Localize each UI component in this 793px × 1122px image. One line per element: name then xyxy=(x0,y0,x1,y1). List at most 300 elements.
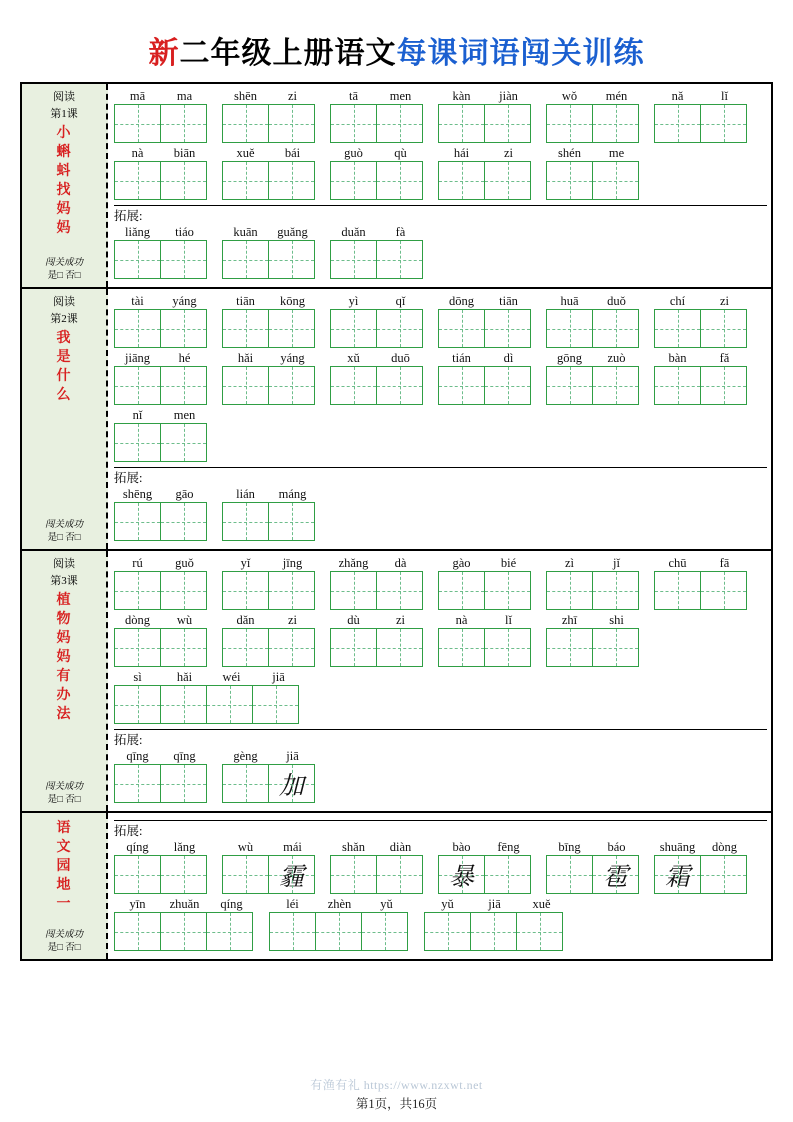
pinyin-syllable: duǒ xyxy=(607,294,626,308)
tianzige-cell[interactable] xyxy=(546,628,593,667)
pinyin-row xyxy=(438,88,532,104)
tianzige-char xyxy=(377,367,422,404)
tianzige-cell[interactable] xyxy=(546,161,593,200)
tianzige-row xyxy=(222,502,316,541)
pinyin-syllable: kàn xyxy=(452,89,471,103)
tianzige-row xyxy=(546,161,640,200)
tianzige-cell[interactable] xyxy=(546,571,593,610)
pinyin-syllable: zhèn xyxy=(327,897,352,911)
tianzige-cell[interactable] xyxy=(268,628,315,667)
tianzige-row xyxy=(222,855,316,894)
tianzige-cell[interactable] xyxy=(222,571,269,610)
tianzige-cell[interactable] xyxy=(438,366,485,405)
tianzige-char xyxy=(161,856,206,893)
pinyin-syllable: máng xyxy=(278,487,307,501)
tianzige-cell[interactable] xyxy=(376,571,423,610)
tianzige-cell[interactable] xyxy=(268,502,315,541)
tianzige-cell[interactable] xyxy=(592,628,639,667)
tianzige-char xyxy=(701,856,746,893)
tianzige-char xyxy=(439,367,484,404)
tianzige-char xyxy=(655,105,700,142)
tianzige-cell[interactable] xyxy=(160,685,207,724)
pinyin-syllable: guǎng xyxy=(277,225,308,239)
pinyin-syllable: hái xyxy=(453,146,470,160)
pinyin-syllable: mén xyxy=(605,89,628,103)
tianzige-char xyxy=(425,913,470,950)
tianzige-cell[interactable] xyxy=(206,912,253,951)
word-group xyxy=(546,839,640,894)
pinyin-syllable: qīng xyxy=(173,749,196,763)
tianzige-cell[interactable] xyxy=(376,161,423,200)
pinyin-row xyxy=(330,839,424,855)
pinyin-syllable: gèng xyxy=(233,749,258,763)
tianzige-char: 雹 xyxy=(602,863,628,891)
tianzige-row xyxy=(438,161,532,200)
lesson-words-area xyxy=(108,813,771,959)
tianzige-cell[interactable] xyxy=(114,685,161,724)
tianzige-cell[interactable] xyxy=(484,104,531,143)
pass-status xyxy=(22,257,106,283)
pinyin-row xyxy=(222,350,316,366)
tianzige-cell[interactable] xyxy=(114,502,161,541)
tianzige-cell[interactable] xyxy=(114,240,161,279)
word-group xyxy=(269,896,410,951)
pinyin-syllable: nà xyxy=(131,146,144,160)
tianzige-row xyxy=(114,104,208,143)
tianzige-cell[interactable] xyxy=(160,764,207,803)
tianzige-cell[interactable] xyxy=(438,571,485,610)
pinyin-row xyxy=(330,224,424,240)
tianzige-row xyxy=(424,912,565,951)
tianzige-cell[interactable] xyxy=(160,855,207,894)
checkbox-no[interactable]: 否□ xyxy=(65,795,81,805)
tianzige-row xyxy=(222,366,316,405)
tianzige-char xyxy=(115,503,160,540)
tianzige-cell[interactable] xyxy=(484,571,531,610)
word-group xyxy=(222,224,316,279)
tianzige-cell[interactable] xyxy=(268,104,315,143)
tianzige-row xyxy=(438,628,532,667)
tianzige-char xyxy=(701,105,746,142)
pinyin-row xyxy=(114,612,208,628)
tianzige-row xyxy=(222,104,316,143)
tianzige-cell[interactable] xyxy=(546,366,593,405)
tianzige-cell[interactable] xyxy=(470,912,517,951)
tianzige-row xyxy=(546,571,640,610)
pinyin-syllable: jiā xyxy=(272,670,285,684)
extend-label: 拓展: xyxy=(114,824,143,838)
tianzige-char xyxy=(439,629,484,666)
tianzige-cell[interactable] xyxy=(516,912,563,951)
lesson-info-cell xyxy=(22,289,108,549)
pinyin-row xyxy=(546,145,640,161)
word-group xyxy=(438,88,532,143)
pinyin-row xyxy=(114,350,208,366)
word-group xyxy=(114,224,208,279)
word-group xyxy=(330,224,424,279)
pinyin-syllable: shi xyxy=(609,613,624,627)
pinyin-syllable: yáng xyxy=(172,294,197,308)
tianzige-cell[interactable] xyxy=(438,628,485,667)
pinyin-syllable: zhī xyxy=(561,613,578,627)
tianzige-cell[interactable] xyxy=(114,104,161,143)
tianzige-cell[interactable] xyxy=(269,912,316,951)
tianzige-cell[interactable] xyxy=(330,571,377,610)
lesson-number-label: 第2课 xyxy=(50,313,78,325)
tianzige-cell[interactable] xyxy=(268,240,315,279)
tianzige-cell[interactable] xyxy=(484,309,531,348)
tianzige-cell[interactable] xyxy=(114,423,161,462)
tianzige-cell[interactable] xyxy=(438,855,485,894)
pinyin-row xyxy=(114,407,208,423)
tianzige-cell[interactable] xyxy=(222,502,269,541)
tianzige-cell[interactable] xyxy=(114,366,161,405)
pinyin-row xyxy=(222,224,316,240)
tianzige-row xyxy=(330,628,424,667)
word-group xyxy=(114,407,208,462)
tianzige-char xyxy=(331,856,376,893)
tianzige-cell[interactable] xyxy=(222,366,269,405)
pinyin-syllable: men xyxy=(389,89,412,103)
tianzige-cell[interactable] xyxy=(268,161,315,200)
lesson-info-cell xyxy=(22,84,108,287)
tianzige-char xyxy=(593,310,638,347)
tianzige-cell[interactable] xyxy=(114,161,161,200)
tianzige-row xyxy=(222,161,316,200)
tianzige-char xyxy=(701,310,746,347)
checkbox-no[interactable]: 否□ xyxy=(65,533,81,543)
lesson-number-label: 第1课 xyxy=(50,108,78,120)
tianzige-cell[interactable] xyxy=(160,571,207,610)
word-group xyxy=(546,612,640,667)
pinyin-syllable: gōng xyxy=(557,351,582,365)
title-part-grade: 二年级上册语文 xyxy=(179,37,397,70)
tianzige-cell[interactable] xyxy=(438,309,485,348)
tianzige-cell[interactable] xyxy=(376,366,423,405)
tianzige-char xyxy=(593,105,638,142)
tianzige-cell[interactable] xyxy=(592,104,639,143)
tianzige-cell[interactable] xyxy=(315,912,362,951)
pinyin-row xyxy=(546,555,640,571)
pinyin-row xyxy=(114,555,208,571)
extend-divider xyxy=(114,205,767,206)
lesson-number-label: 第3课 xyxy=(50,575,78,587)
tianzige-row xyxy=(330,104,424,143)
tianzige-row xyxy=(438,309,532,348)
tianzige-cell[interactable] xyxy=(330,366,377,405)
tianzige-cell[interactable] xyxy=(206,685,253,724)
tianzige-cell[interactable] xyxy=(330,240,377,279)
tianzige-cell[interactable] xyxy=(160,628,207,667)
pinyin-syllable: zhuǎn xyxy=(169,897,200,911)
tianzige-cell[interactable] xyxy=(361,912,408,951)
pinyin-row xyxy=(546,88,640,104)
tianzige-cell[interactable] xyxy=(546,309,593,348)
pinyin-row xyxy=(438,612,532,628)
tianzige-cell[interactable] xyxy=(222,104,269,143)
checkbox-yes[interactable]: 是□ xyxy=(47,271,63,281)
tianzige-cell[interactable] xyxy=(268,855,315,894)
lesson-info-cell xyxy=(22,551,108,811)
tianzige-cell[interactable] xyxy=(654,855,701,894)
tianzige-cell[interactable] xyxy=(330,628,377,667)
tianzige-cell[interactable] xyxy=(484,855,531,894)
tianzige-cell[interactable] xyxy=(268,764,315,803)
pass-status xyxy=(22,929,106,955)
pinyin-syllable: hǎi xyxy=(237,351,254,365)
pinyin-syllable: rú xyxy=(132,556,143,570)
tianzige-cell[interactable] xyxy=(330,104,377,143)
pinyin-row xyxy=(330,555,424,571)
tianzige-cell[interactable] xyxy=(700,104,747,143)
pass-checkboxes[interactable] xyxy=(22,942,106,955)
tianzige-cell[interactable] xyxy=(484,161,531,200)
tianzige-char xyxy=(269,105,314,142)
tianzige-cell[interactable] xyxy=(268,309,315,348)
tianzige-char xyxy=(377,629,422,666)
word-group xyxy=(330,839,424,894)
tianzige-char xyxy=(223,629,268,666)
tianzige-row xyxy=(114,628,208,667)
tianzige-char xyxy=(593,629,638,666)
tianzige-cell[interactable] xyxy=(376,628,423,667)
checkbox-no[interactable]: 否□ xyxy=(65,943,81,953)
tianzige-char xyxy=(223,572,268,609)
tianzige-row xyxy=(438,855,532,894)
pinyin-syllable: fǎ xyxy=(719,351,730,365)
word-row xyxy=(114,293,767,350)
tianzige-cell[interactable] xyxy=(252,685,299,724)
title-part-subtitle: 每课词语闯关训练 xyxy=(396,37,645,70)
tianzige-row xyxy=(546,366,640,405)
pinyin-syllable: duǎn xyxy=(341,225,366,239)
word-row xyxy=(114,145,767,202)
checkbox-no[interactable]: 否□ xyxy=(65,271,81,281)
tianzige-cell[interactable] xyxy=(484,628,531,667)
tianzige-cell[interactable] xyxy=(592,366,639,405)
word-group xyxy=(330,350,424,405)
pinyin-syllable: wù xyxy=(176,613,193,627)
tianzige-char xyxy=(223,856,268,893)
tianzige-char xyxy=(269,629,314,666)
tianzige-cell[interactable] xyxy=(592,161,639,200)
tianzige-cell[interactable] xyxy=(438,104,485,143)
tianzige-cell[interactable] xyxy=(654,309,701,348)
tianzige-cell[interactable] xyxy=(114,764,161,803)
tianzige-cell[interactable] xyxy=(160,161,207,200)
word-group xyxy=(654,350,748,405)
tianzige-cell[interactable] xyxy=(654,366,701,405)
tianzige-cell[interactable] xyxy=(160,912,207,951)
tianzige-char xyxy=(161,241,206,278)
tianzige-char xyxy=(161,503,206,540)
tianzige-cell[interactable] xyxy=(268,366,315,405)
tianzige-char xyxy=(161,572,206,609)
tianzige-char xyxy=(223,310,268,347)
tianzige-cell[interactable] xyxy=(222,309,269,348)
word-group xyxy=(114,293,208,348)
pinyin-syllable: bīng xyxy=(558,840,581,854)
pinyin-syllable: lǎng xyxy=(173,840,196,854)
tianzige-cell[interactable] xyxy=(438,161,485,200)
pinyin-syllable: jiāng xyxy=(125,351,150,365)
pinyin-syllable: dù xyxy=(347,613,360,627)
tianzige-char xyxy=(270,913,315,950)
tianzige-char xyxy=(485,572,530,609)
word-group xyxy=(114,748,208,803)
tianzige-cell[interactable] xyxy=(160,502,207,541)
tianzige-char xyxy=(269,572,314,609)
pinyin-syllable: wǒ xyxy=(561,89,578,103)
tianzige-cell[interactable] xyxy=(376,104,423,143)
extend-word-row xyxy=(114,486,767,543)
tianzige-cell[interactable] xyxy=(700,309,747,348)
pinyin-syllable: yǔ xyxy=(380,897,393,911)
tianzige-char xyxy=(115,310,160,347)
word-group xyxy=(330,293,424,348)
tianzige-row xyxy=(654,309,748,348)
tianzige-char xyxy=(547,629,592,666)
word-group xyxy=(438,555,532,610)
pinyin-row xyxy=(222,748,316,764)
word-row xyxy=(114,555,767,612)
extend-label: 拓展: xyxy=(114,733,143,747)
pinyin-row xyxy=(546,293,640,309)
tianzige-cell[interactable] xyxy=(222,240,269,279)
tianzige-char xyxy=(115,241,160,278)
tianzige-cell[interactable] xyxy=(592,309,639,348)
tianzige-cell[interactable] xyxy=(546,855,593,894)
pinyin-syllable: yīn xyxy=(129,897,146,911)
tianzige-cell[interactable] xyxy=(114,912,161,951)
tianzige-cell[interactable] xyxy=(160,104,207,143)
title-part-new: 新 xyxy=(148,37,180,70)
tianzige-cell[interactable] xyxy=(376,240,423,279)
pinyin-syllable: zì xyxy=(564,556,575,570)
pinyin-syllable: mā xyxy=(129,89,146,103)
word-group xyxy=(222,293,316,348)
tianzige-cell[interactable] xyxy=(700,571,747,610)
pass-checkboxes[interactable] xyxy=(22,532,106,545)
pinyin-row xyxy=(330,88,424,104)
pass-checkboxes[interactable] xyxy=(22,794,106,807)
tianzige-row xyxy=(654,855,748,894)
pinyin-syllable: qíng xyxy=(220,897,243,911)
extend-word-row xyxy=(114,896,767,953)
tianzige-cell[interactable] xyxy=(222,855,269,894)
pass-label: 闯关成功 xyxy=(44,520,83,530)
tianzige-cell[interactable] xyxy=(424,912,471,951)
tianzige-cell[interactable] xyxy=(592,855,639,894)
pinyin-syllable: tā xyxy=(348,89,359,103)
word-group xyxy=(222,839,316,894)
pinyin-syllable: tián xyxy=(452,351,471,365)
tianzige-char xyxy=(331,367,376,404)
word-group xyxy=(114,669,302,724)
tianzige-cell[interactable] xyxy=(484,366,531,405)
tianzige-row xyxy=(114,685,302,724)
tianzige-cell[interactable] xyxy=(222,161,269,200)
tianzige-cell[interactable] xyxy=(376,309,423,348)
tianzige-cell[interactable] xyxy=(330,855,377,894)
tianzige-cell[interactable] xyxy=(114,309,161,348)
tianzige-cell[interactable] xyxy=(546,104,593,143)
tianzige-cell[interactable] xyxy=(222,764,269,803)
checkbox-yes[interactable]: 是□ xyxy=(47,795,63,805)
tianzige-row xyxy=(438,366,532,405)
pinyin-syllable: lián xyxy=(236,487,255,501)
checkbox-yes[interactable]: 是□ xyxy=(47,533,63,543)
tianzige-cell[interactable] xyxy=(160,240,207,279)
word-group xyxy=(222,748,316,803)
pass-checkboxes[interactable] xyxy=(22,270,106,283)
tianzige-cell[interactable] xyxy=(700,855,747,894)
pinyin-row xyxy=(222,839,316,855)
pinyin-row xyxy=(222,486,316,502)
tianzige-cell[interactable] xyxy=(330,161,377,200)
tianzige-char xyxy=(331,162,376,199)
tianzige-row xyxy=(330,309,424,348)
word-group xyxy=(330,612,424,667)
page-number: 第1页，共16页 xyxy=(355,1097,438,1111)
tianzige-cell[interactable] xyxy=(376,855,423,894)
tianzige-char xyxy=(439,105,484,142)
tianzige-row xyxy=(546,309,640,348)
tianzige-char xyxy=(377,310,422,347)
tianzige-cell[interactable] xyxy=(160,366,207,405)
tianzige-cell[interactable] xyxy=(222,628,269,667)
pinyin-syllable: zi xyxy=(719,294,730,308)
tianzige-cell[interactable] xyxy=(160,423,207,462)
tianzige-char xyxy=(439,572,484,609)
tianzige-row xyxy=(222,240,316,279)
word-group xyxy=(654,555,748,610)
pinyin-row xyxy=(269,896,410,912)
tianzige-row xyxy=(546,855,640,894)
tianzige-row xyxy=(114,912,255,951)
pinyin-syllable: lǐ xyxy=(721,89,728,103)
tianzige-cell[interactable] xyxy=(700,366,747,405)
tianzige-cell[interactable] xyxy=(160,309,207,348)
pinyin-syllable: yǐ xyxy=(240,556,251,570)
tianzige-char xyxy=(161,629,206,666)
tianzige-cell[interactable] xyxy=(114,855,161,894)
tianzige-char xyxy=(485,367,530,404)
tianzige-cell[interactable] xyxy=(268,571,315,610)
tianzige-row xyxy=(330,240,424,279)
word-group xyxy=(114,88,208,143)
tianzige-cell[interactable] xyxy=(114,571,161,610)
pinyin-syllable: shén xyxy=(558,146,581,160)
tianzige-cell[interactable] xyxy=(114,628,161,667)
tianzige-cell[interactable] xyxy=(592,571,639,610)
word-group xyxy=(114,555,208,610)
pass-label: 闯关成功 xyxy=(44,930,83,940)
tianzige-cell[interactable] xyxy=(654,571,701,610)
lessons-table xyxy=(20,82,773,961)
checkbox-yes[interactable]: 是□ xyxy=(47,943,63,953)
lesson-words-area xyxy=(108,84,771,287)
word-group xyxy=(222,612,316,667)
word-row xyxy=(114,669,767,726)
tianzige-char xyxy=(655,310,700,347)
lesson-reading-label: 阅读 xyxy=(53,296,75,308)
tianzige-cell[interactable] xyxy=(330,309,377,348)
word-group xyxy=(654,88,748,143)
tianzige-cell[interactable] xyxy=(654,104,701,143)
pinyin-syllable: hé xyxy=(178,351,191,365)
pinyin-row xyxy=(330,293,424,309)
